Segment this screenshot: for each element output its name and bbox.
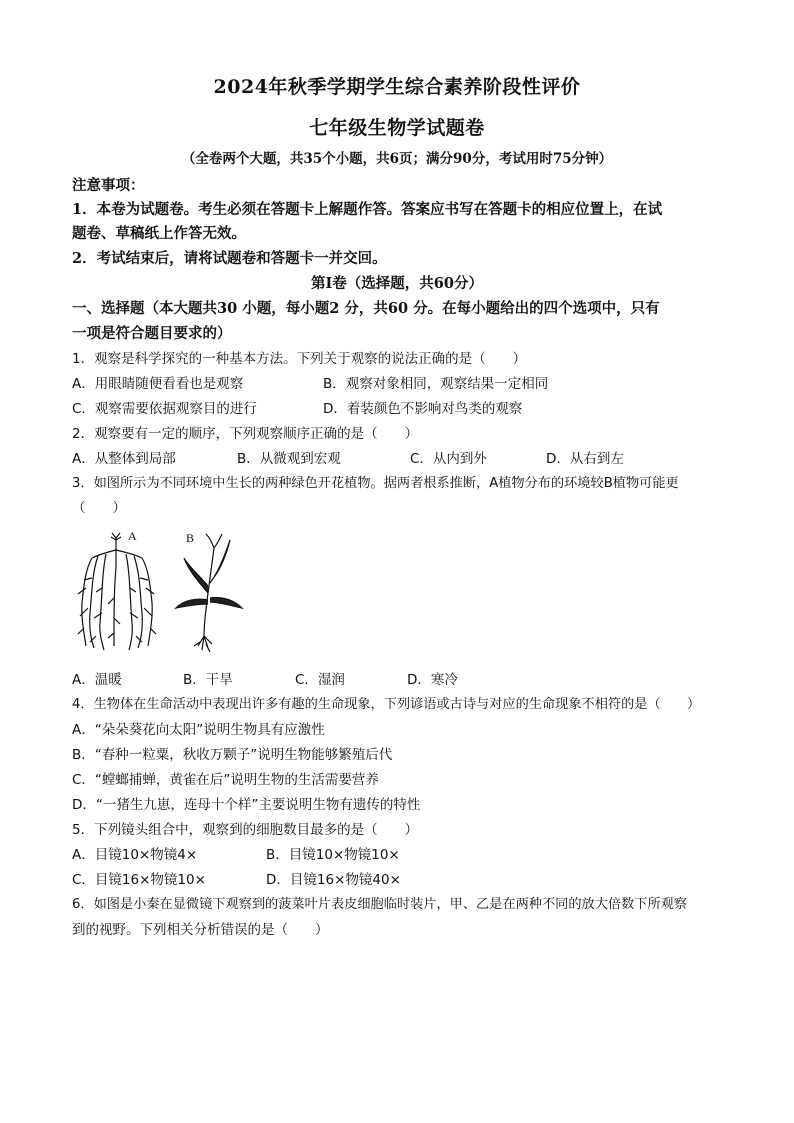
q3-option-c: C．湿润 [295, 672, 345, 688]
q2-option-b: B．从微观到宏观 [237, 451, 341, 467]
plant-a-drawing [78, 533, 156, 650]
q3-option-b: B．干旱 [183, 672, 233, 688]
q1-option-c: C．观察需要依据观察目的进行 [72, 401, 257, 417]
notice-item-1-line-2: 题卷、草稿纸上作答无效。 [72, 225, 246, 242]
q3-option-a: A．温暖 [72, 672, 122, 688]
q1-option-d: D．着装颜色不影响对鸟类的观察 [323, 401, 523, 417]
notice-heading: 注意事项： [72, 177, 145, 194]
part-title: 第Ⅰ卷（选择题，共60分） [311, 275, 483, 292]
q5-stem: 5．下列镜头组合中，观察到的细胞数目最多的是（ ） [72, 822, 419, 838]
q4-option-d: D．“一猪生九崽，连母十个样”主要说明生物有遗传的特性 [72, 797, 421, 813]
q5-option-b: B．目镜10×物镜10× [266, 847, 400, 863]
q1-option-b: B．观察对象相同，观察结果一定相同 [323, 376, 549, 392]
q2-option-c: C．从内到外 [410, 451, 487, 467]
q3-option-d: D．寒冷 [407, 672, 458, 688]
q4-option-b: B．“春种一粒粟，秋收万颗子”说明生物能够繁殖后代 [72, 747, 393, 763]
section-heading-line-1: 一、选择题（本大题共30 小题，每小题2 分，共60 分。在每小题给出的四个选项中，只有 [72, 300, 660, 317]
exam-title: 2024年秋季学期学生综合素养阶段性评价 [213, 76, 581, 98]
q5-option-d: D．目镜16×物镜40× [266, 872, 401, 888]
plant-root-figure [72, 528, 252, 658]
q6-stem-line-2: 到的视野。下列相关分析错误的是（ ） [72, 922, 329, 938]
q1-stem: 1．观察是科学探究的一种基本方法。下列关于观察的说法正确的是（ ） [72, 351, 527, 367]
plant-a-label: A [128, 529, 137, 543]
q6-stem-line-1: 6．如图是小秦在显微镜下观察到的菠菜叶片表皮细胞临时装片，甲、乙是在两种不同的放大倍数下所观察 [72, 897, 688, 912]
q2-stem: 2．观察要有一定的顺序，下列观察顺序正确的是（ ） [72, 426, 419, 442]
q3-stem-line-1: 3．如图所示为不同环境中生长的两种绿色开花植物。据两者根系推断，A植物分布的环境较B植物可能更 [72, 476, 679, 491]
q2-option-d: D．从右到左 [546, 451, 624, 467]
q4-option-a: A．“朵朵葵花向太阳”说明生物具有应激性 [72, 722, 325, 738]
q1-option-a: A．用眼睛随便看看也是观察 [72, 376, 244, 392]
plant-b-drawing [176, 534, 242, 652]
notice-item-1-line-1: 1．本卷为试题卷。考生必须在答题卡上解题作答。答案应书写在答题卡的相应位置上，在试 [72, 201, 663, 218]
q4-stem: 4．生物体在生命活动中表现出许多有趣的生命现象，下列谚语或古诗与对应的生命现象不相符的是（ ） [72, 697, 701, 712]
plant-root-illustration [72, 528, 252, 658]
q3-stem-line-2: （ ） [72, 500, 126, 516]
section-heading-line-2: 一项是符合题目要求的） [72, 325, 232, 342]
q5-option-a: A．目镜10×物镜4× [72, 847, 198, 863]
notice-item-2: 2．考试结束后，请将试题卷和答题卡一并交回。 [72, 250, 387, 267]
plant-b-label: B [186, 531, 195, 545]
exam-info: （全卷两个大题，共35个小题，共6页；满分90分，考试用时75分钟） [181, 151, 613, 167]
q2-option-a: A．从整体到局部 [72, 451, 176, 467]
q4-option-c: C．“螳螂捕蝉，黄雀在后”说明生物的生活需要营养 [72, 772, 379, 788]
q5-option-c: C．目镜16×物镜10× [72, 872, 206, 888]
exam-subject-title: 七年级生物学试题卷 [309, 117, 485, 139]
